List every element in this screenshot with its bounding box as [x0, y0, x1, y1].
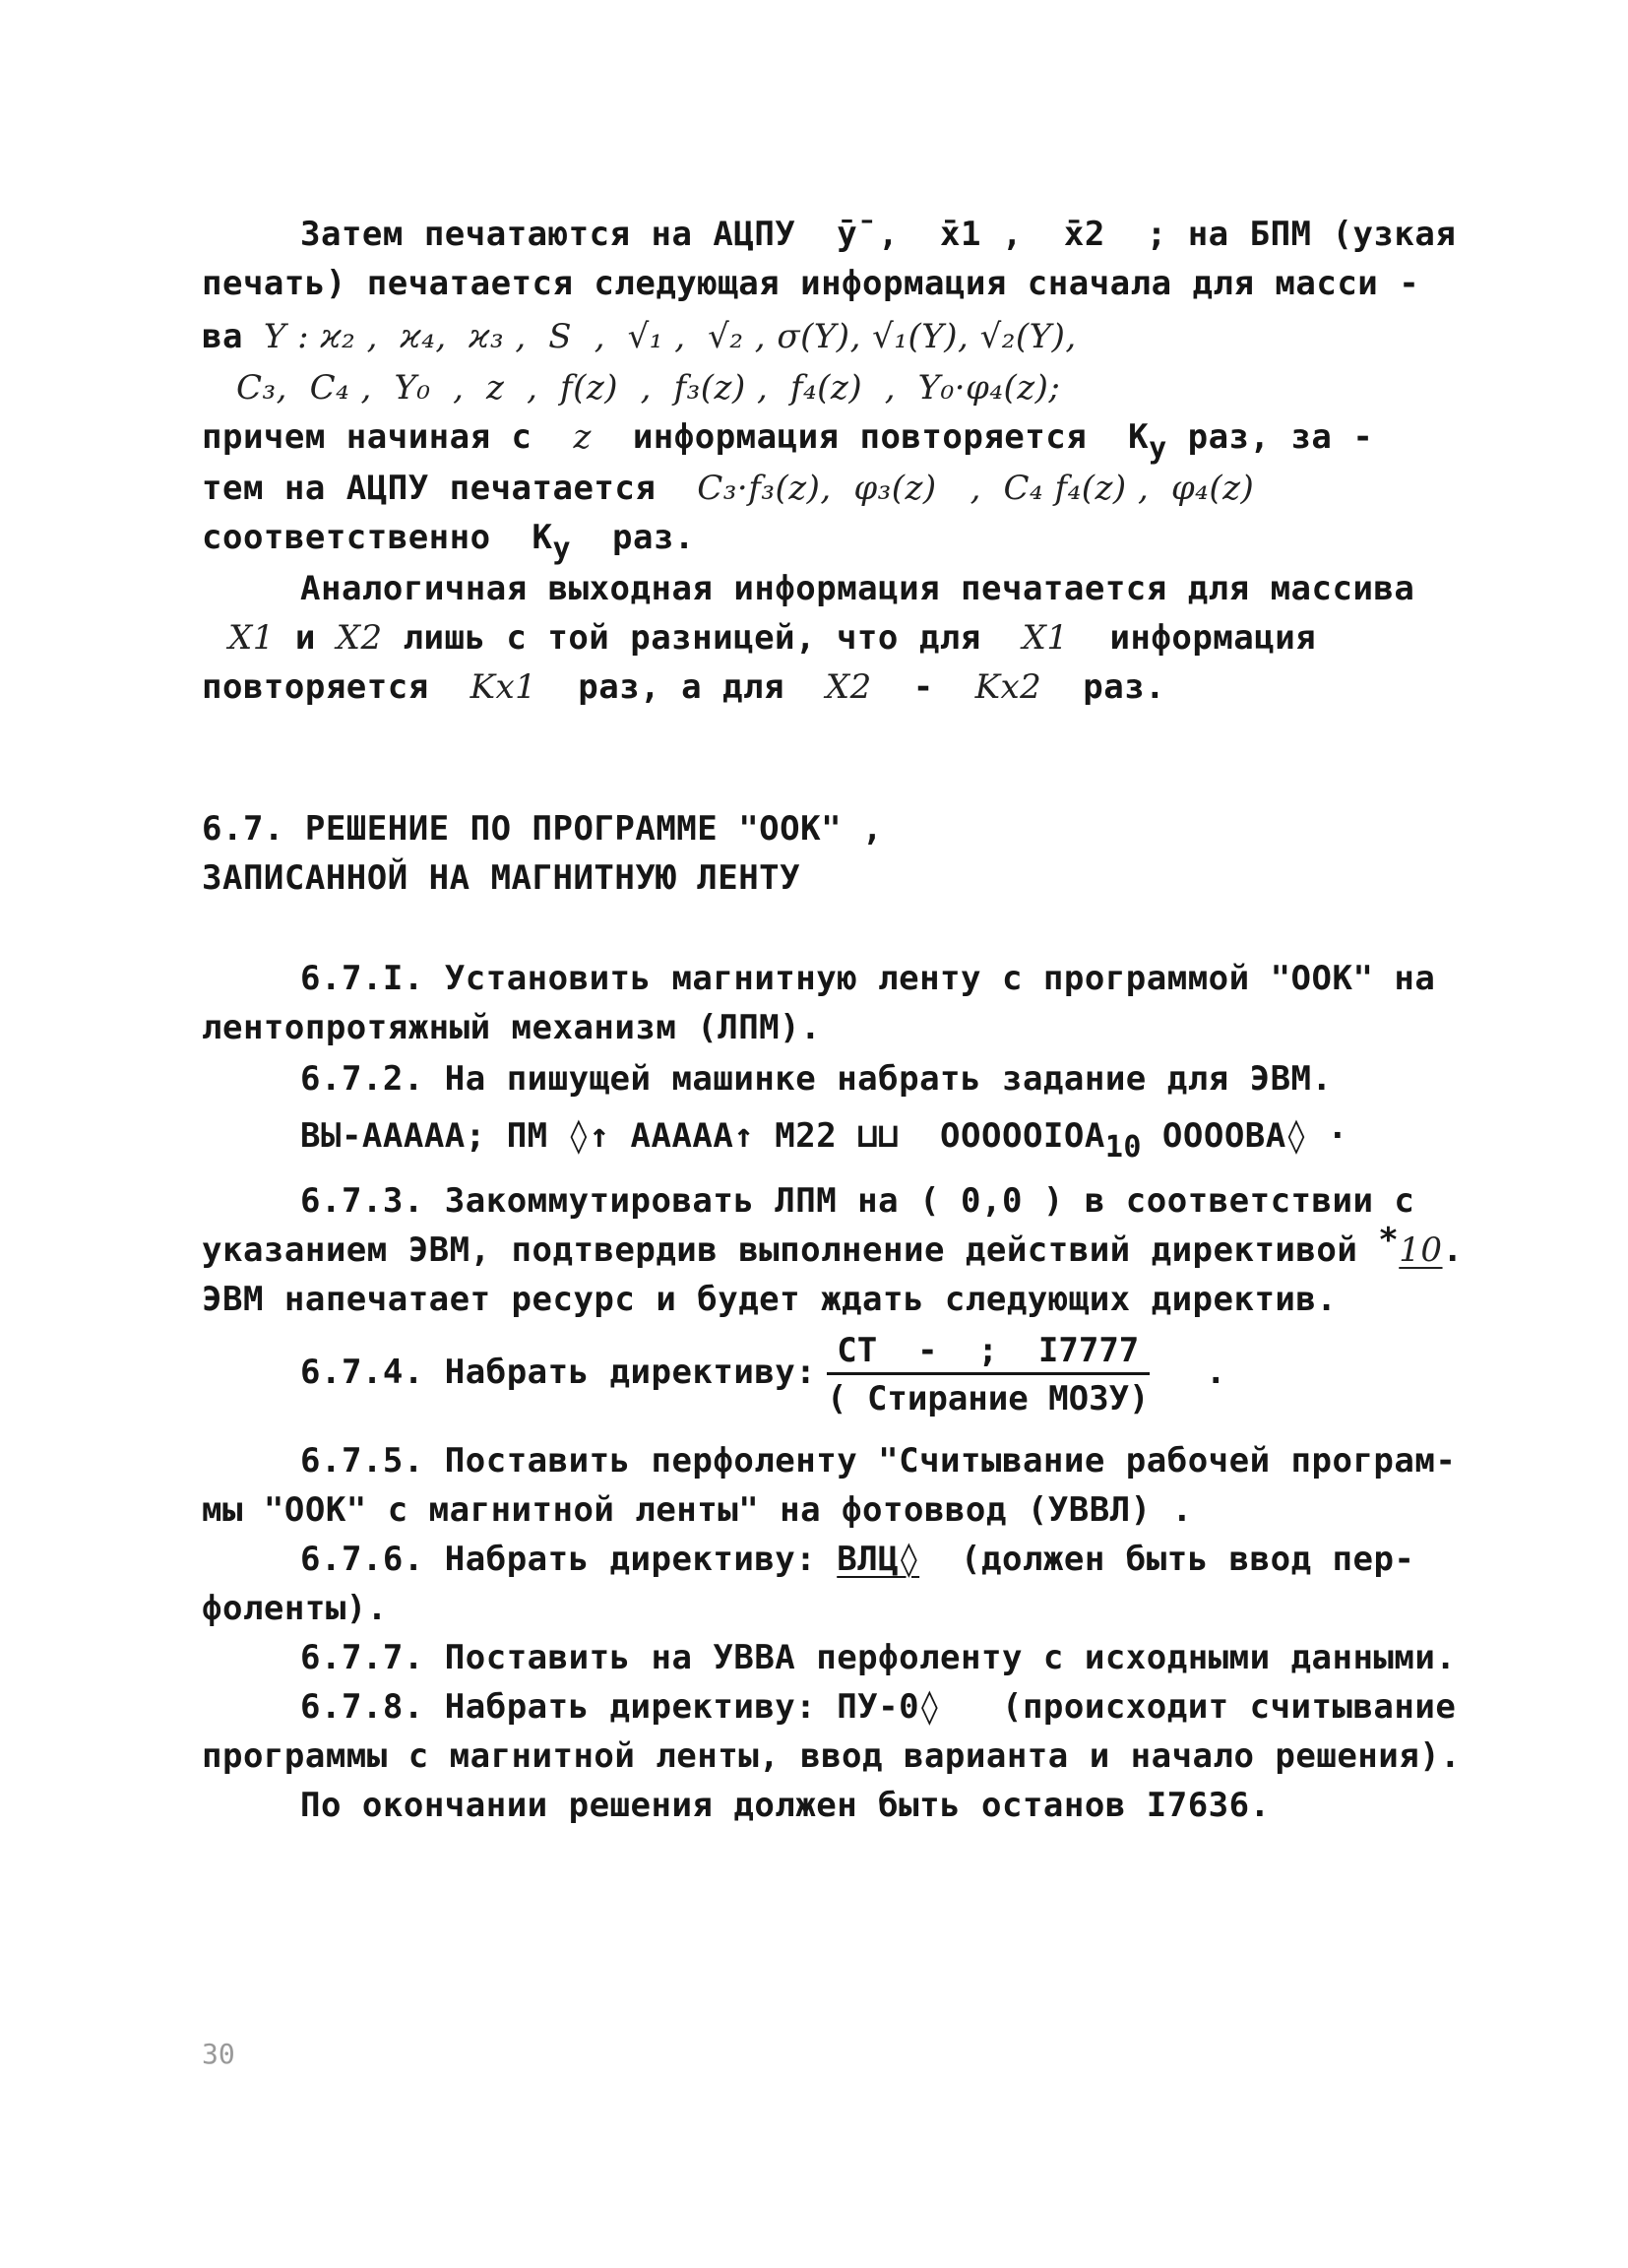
- directive-command: СТ - ; I7777: [827, 1331, 1150, 1375]
- step-text: 6.7.7. Поставить на УВВА перфоленту с исходными данными.: [300, 1638, 1457, 1677]
- page-number: 30: [202, 2038, 235, 2070]
- step-text: 6.7.5. Поставить перфоленту "Считывание рабочей програм-: [300, 1441, 1457, 1480]
- text-line: [202, 518, 695, 566]
- handwritten-formula: C₃, C₄ , Y₀ , z , f(z) , f₃(z) , f₄(z) , Y₀·φ₄(z);: [236, 368, 1061, 408]
- text-fragment: OOOOBA◊ ·: [1141, 1116, 1348, 1156]
- text-fragment: ВЫ-АААAA; ПМ ◊↑ АААAA↑ М22 ⊔⊔ OOOOOIOA: [300, 1116, 1105, 1156]
- text-line: [228, 618, 1316, 658]
- handwritten-symbol: X1: [1022, 618, 1069, 658]
- text-fragment: и: [274, 618, 337, 658]
- handwritten-symbol: z: [573, 417, 592, 457]
- text-fragment: информация: [1068, 618, 1317, 658]
- directive-description: ( Стирание МОЗУ): [827, 1379, 1150, 1418]
- text-fragment: 6.7.6. Набрать директиву:: [300, 1540, 838, 1579]
- step-text: фоленты).: [202, 1589, 388, 1628]
- text-line: Аналогичная выходная информация печатается для массива: [300, 569, 1415, 608]
- section-heading: 6.7. РЕШЕНИЕ ПО ПРОГРАММЕ "ООК" ,: [202, 809, 884, 849]
- asterisk: *: [1378, 1221, 1400, 1260]
- text-fragment: раз, а для: [536, 667, 826, 707]
- text-fragment: соответственно К: [202, 518, 553, 557]
- step-text: мы "ООК" с магнитной ленты" на фотоввод (УВВЛ) .: [202, 1490, 1193, 1530]
- step-text: По окончании решения должен быть останов I7636.: [300, 1786, 1271, 1825]
- step-text: ЭВМ напечатает ресурс и будет ждать следующих директив.: [202, 1280, 1338, 1319]
- handwritten-symbol: X1: [228, 618, 275, 658]
- text-fragment: раз.: [1041, 667, 1166, 707]
- step-text: программы с магнитной ленты, ввод варианта и начало решения).: [202, 1736, 1462, 1776]
- text-line: печать) печатается следующая информация сначала для масси -: [202, 264, 1420, 303]
- step-text: [202, 1221, 1464, 1270]
- job-command: [300, 1116, 1348, 1165]
- section-heading: ЗАПИСАННОЙ НА МАГНИТНУЮ ЛЕНТУ: [202, 858, 801, 898]
- handwritten-formula: C₃·f₃(z), φ₃(z) , C₄ f₄(z) , φ₄(z): [697, 469, 1255, 508]
- directive-command: ВЛЦ◊: [837, 1540, 920, 1579]
- text-fragment: -: [871, 667, 975, 707]
- handwritten-symbol: X2: [336, 618, 383, 658]
- handwritten-directive: 10: [1399, 1230, 1443, 1270]
- handwritten-symbol: X2: [825, 667, 872, 707]
- step-text: 6.7.4. Набрать директиву:: [300, 1353, 817, 1392]
- step-text: [300, 1540, 1414, 1579]
- text-line: [202, 667, 1165, 707]
- text-fragment: лишь с той разницей, что для: [382, 618, 1023, 658]
- handwritten-symbol: Kx2: [974, 667, 1042, 707]
- text-line: [202, 469, 1254, 508]
- text-fragment: повторяется: [202, 667, 470, 707]
- directive-fraction: [827, 1331, 1150, 1418]
- text-fragment: причем начиная с: [202, 417, 574, 457]
- step-text: лентопротяжный механизм (ЛПМ).: [202, 1008, 822, 1047]
- text-fragment: информация повторяется К: [591, 417, 1150, 457]
- handwritten-symbol: Kx1: [470, 667, 537, 707]
- step-text: 6.7.8. Набрать директиву: ПУ-0◊ (происходит считывание: [300, 1687, 1457, 1727]
- text-line: Затем печатаются на АЦПУ ȳ̄ , x̄̄1 , x̄̄2 ; на БПМ (узкая: [300, 215, 1457, 254]
- text-line: [202, 417, 1374, 466]
- text-fragment: раз.: [571, 518, 695, 557]
- subscript: у: [1149, 431, 1167, 466]
- text-fragment: тем на АЦПУ печатается: [202, 469, 698, 508]
- text-line: [202, 317, 1077, 356]
- step-text: 6.7.3. Закоммутировать ЛПМ на ( 0,0 ) в соответствии с: [300, 1181, 1415, 1221]
- text-fragment: .: [1206, 1353, 1226, 1392]
- handwritten-formula: Y : ϰ₂ , ϰ₄, ϰ₃ , S , √₁ , √₂ , σ(Y), √₁(Y), √₂(Y),: [263, 317, 1077, 356]
- step-text: 6.7.I. Установить магнитную ленту с программой "ООК" на: [300, 959, 1436, 998]
- text-fragment: раз, за -: [1166, 417, 1374, 457]
- subscript: 10: [1104, 1130, 1142, 1165]
- text-fragment: ва: [202, 317, 264, 356]
- text-fragment: (должен быть ввод пер-: [919, 1540, 1415, 1579]
- text-fragment: указанием ЭВМ, подтвердив выполнение действий директивой: [202, 1230, 1379, 1270]
- text-fragment: .: [1442, 1230, 1464, 1270]
- subscript: у: [552, 532, 572, 566]
- step-text: 6.7.2. На пишущей машинке набрать задание для ЭВМ.: [300, 1059, 1333, 1099]
